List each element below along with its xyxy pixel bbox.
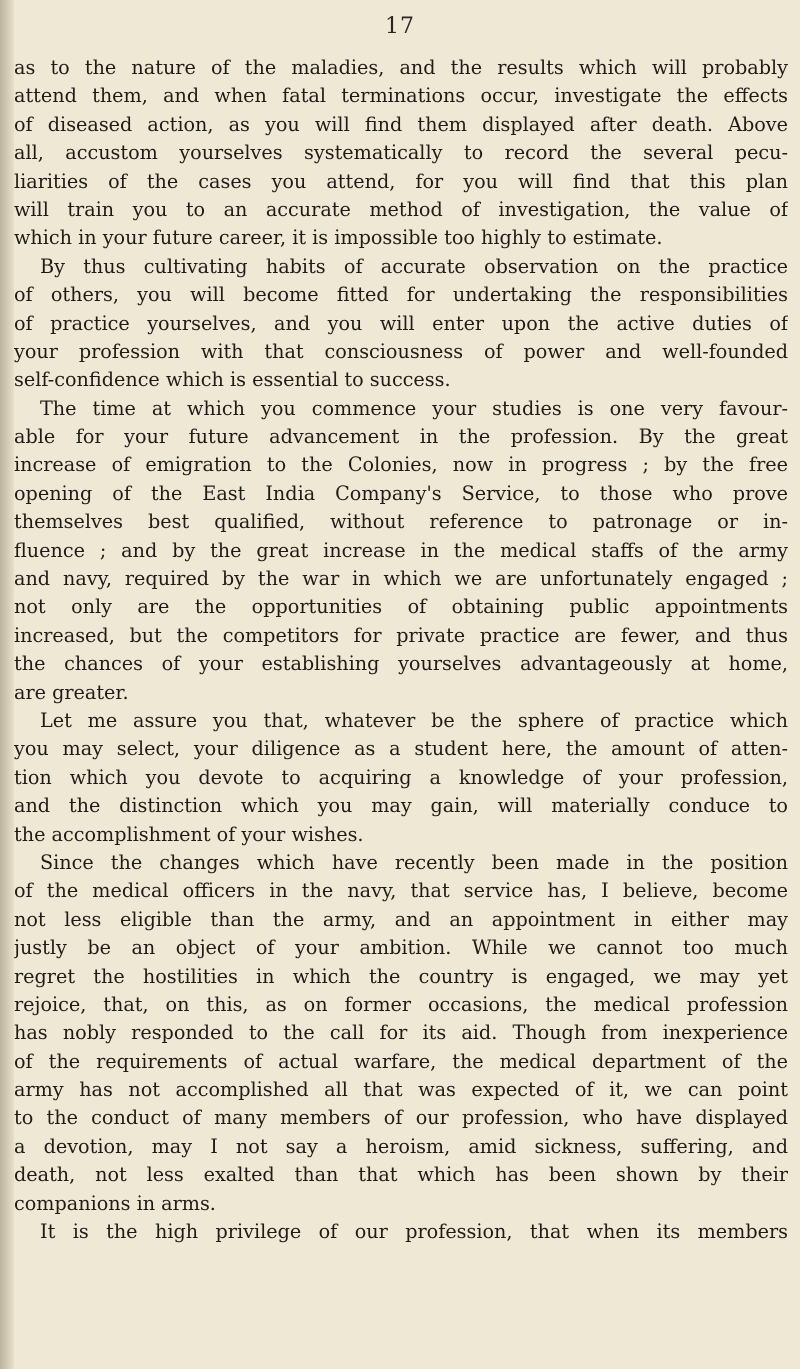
text-line: not only are the opportunities of obtaining public appointments: [14, 595, 788, 619]
binding-gutter-shadow: [0, 0, 14, 1369]
text-line: increase of emigration to the Colonies, now in progress ; by the free: [14, 453, 788, 477]
text-line: of the requirements of actual warfare, the medical department of the: [14, 1049, 788, 1073]
text-line: all, accustom yourselves systematically to record the several pecu-: [14, 141, 788, 165]
text-line: the accomplishment of your wishes.: [14, 822, 364, 846]
text-line: tion which you devote to acquiring a knowledge of your profession,: [14, 765, 788, 789]
text-line: death, not less exalted than that which has been shown by their: [14, 1163, 788, 1187]
page-number: 17: [385, 14, 415, 39]
body-text: [14, 54, 788, 1246]
text-line: of diseased action, as you will find them displayed after death. Above: [14, 112, 788, 136]
text-line: able for your future advancement in the profession. By the great: [14, 425, 788, 449]
text-line: of the medical officers in the navy, that service has, I believe, become: [14, 879, 788, 903]
text-line: of others, you will become fitted for undertaking the responsibilities: [14, 283, 788, 307]
text-line: not less eligible than the army, and an appointment in either may: [14, 907, 788, 931]
text-line: fluence ; and by the great increase in the medical staffs of the army: [14, 538, 788, 562]
text-line: rejoice, that, on this, as on former occasions, the medical profession: [14, 992, 788, 1016]
text-line: By thus cultivating habits of accurate observation on the practice: [40, 254, 788, 278]
text-line: Let me assure you that, whatever be the sphere of practice which: [40, 708, 788, 732]
text-line: regret the hostilities in which the country is engaged, we may yet: [14, 964, 788, 988]
text-line: The time at which you commence your studies is one very favour-: [40, 396, 788, 420]
text-line: opening of the East India Company's Service, to those who prove: [14, 481, 788, 505]
text-line: to the conduct of many members of our profession, who have displayed: [14, 1106, 788, 1130]
text-line: increased, but the competitors for private practice are fewer, and thus: [14, 623, 788, 647]
text-line: army has not accomplished all that was expected of it, we can point: [14, 1078, 788, 1102]
text-line: Since the changes which have recently been made in the position: [40, 850, 788, 874]
text-line: companions in arms.: [14, 1191, 216, 1215]
text-line: themselves best qualified, without reference to patronage or in-: [14, 510, 788, 534]
text-line: of practice yourselves, and you will enter upon the active duties of: [14, 311, 788, 335]
text-line: and the distinction which you may gain, will materially conduce to: [14, 794, 788, 818]
text-line: justly be an object of your ambition. While we cannot too much: [14, 936, 788, 960]
text-line: the chances of your establishing yourselves advantageously at home,: [14, 652, 788, 676]
text-line: will train you to an accurate method of investigation, the value of: [14, 197, 788, 221]
text-line: are greater.: [14, 680, 129, 704]
text-line: which in your future career, it is impossible too highly to estimate.: [14, 226, 663, 250]
text-line: as to the nature of the maladies, and the results which will probably: [14, 56, 788, 79]
text-line: attend them, and when fatal terminations occur, investigate the effects: [14, 84, 788, 108]
text-line: you may select, your diligence as a student here, the amount of atten-: [14, 737, 788, 761]
text-line: a devotion, may I not say a heroism, amid sickness, suffering, and: [14, 1134, 788, 1158]
text-line: your profession with that consciousness of power and well-founded: [14, 339, 788, 363]
text-line: It is the high privilege of our profession, that when its members: [40, 1220, 788, 1244]
text-line: and navy, required by the war in which we are unfortunately engaged ;: [14, 567, 788, 591]
text-line: self-confidence which is essential to success.: [14, 368, 451, 392]
text-line: liarities of the cases you attend, for you will find that this plan: [14, 169, 788, 193]
text-line: has nobly responded to the call for its aid. Though from inexperience: [14, 1021, 788, 1045]
